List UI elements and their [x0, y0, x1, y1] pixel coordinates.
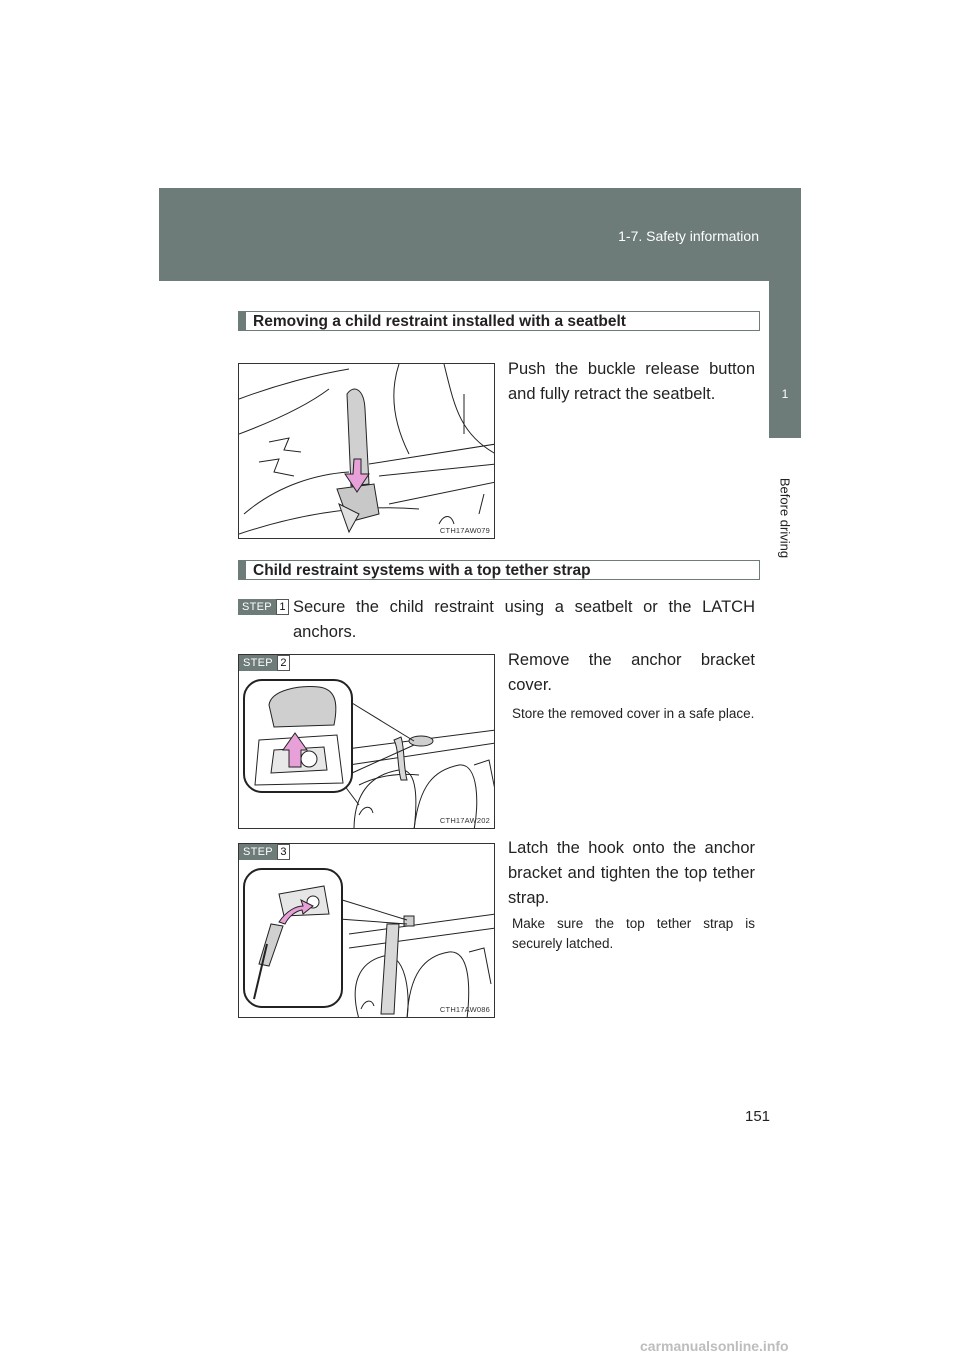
step-badge-2 [239, 655, 290, 671]
step-3-text: Latch the hook onto the anchor bracket and tighten the top tether strap. [508, 839, 755, 907]
figure-anchor-cover [238, 654, 495, 829]
chapter-number: 1 [781, 387, 789, 401]
step-number: 3 [277, 844, 290, 860]
page-number: 151 [745, 1108, 771, 1125]
section-title: Removing a child restraint installed with a seatbelt [253, 313, 626, 330]
figure-buckle-release [238, 363, 495, 539]
figure-tether-hook [238, 843, 495, 1018]
anchor-cover-illustration [239, 655, 495, 829]
heading-accent [239, 561, 246, 579]
section-heading-removing [238, 311, 760, 331]
step-label: STEP [239, 655, 277, 671]
step-3-note: Make sure the top tether strap is securely latched. [512, 916, 755, 951]
seatbelt-buckle-illustration [239, 364, 495, 539]
step-2-note: Store the removed cover in a safe place. [512, 706, 755, 721]
removing-instruction: Push the buckle release button and fully retract the seatbelt. [508, 360, 755, 403]
figure-code: CTH17AW079 [439, 526, 490, 535]
chapter-label: Before driving [777, 477, 793, 559]
section-heading-top-tether [238, 560, 760, 580]
chapter-tab [769, 281, 801, 438]
heading-accent [239, 312, 246, 330]
step-number: 2 [277, 655, 290, 671]
step-label: STEP [238, 599, 276, 615]
watermark: carmanualsonline.info [640, 1338, 789, 1354]
header-band [159, 188, 801, 281]
figure-code: CTH17AW202 [439, 816, 490, 825]
step-badge-1 [238, 599, 289, 615]
step-1-text: Secure the child restraint using a seatbelt or the LATCH anchors. [293, 598, 755, 641]
step-badge-3 [239, 844, 290, 860]
section-header-title: 1-7. Safety information [618, 228, 759, 244]
step-label: STEP [239, 844, 277, 860]
step-number: 1 [276, 599, 289, 615]
figure-code: CTH17AW086 [439, 1005, 490, 1014]
section-title: Child restraint systems with a top tether strap [253, 562, 591, 579]
tether-hook-illustration [239, 844, 495, 1018]
step-2-text: Remove the anchor bracket cover. [508, 651, 755, 694]
